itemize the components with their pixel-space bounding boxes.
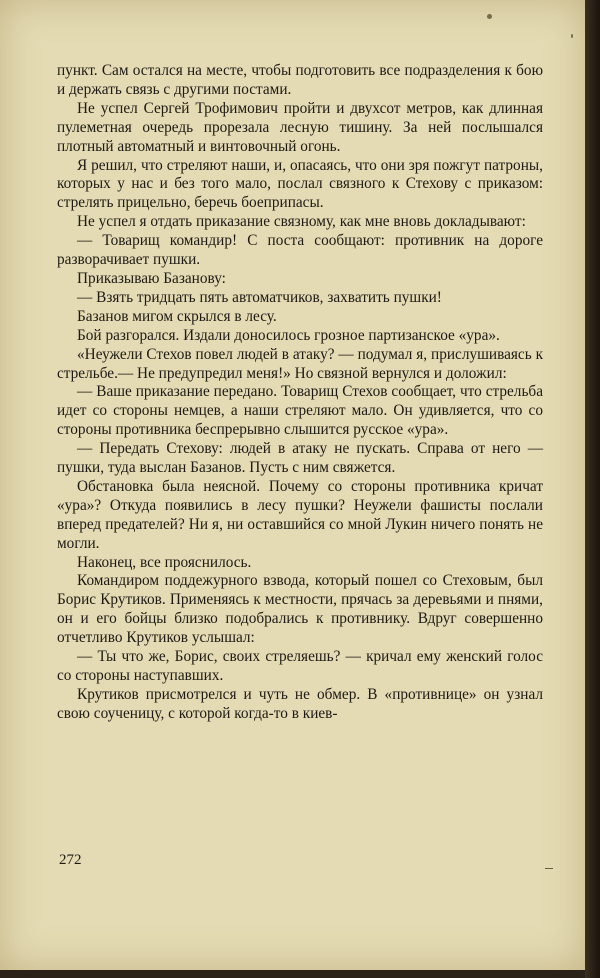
paragraph: — Взять тридцать пять автоматчиков, захватить пушки! (77, 288, 442, 306)
paragraph: Командиром поддежурного взвода, который пошел со Стеховым, был Борис Крутиков. Применяясь к местности, прячась за деревьями и пнями, он и его бойцы близко подобрались к противнику. Вдруг совершенно отчетливо Крутиков услышал: (57, 572, 543, 647)
paragraph: «Неужели Стехов повел людей в атаку? — подумал я, прислушиваясь к стрельбе.— Не предупредил меня!» Но связной вернулся и доложил: (57, 345, 543, 382)
paragraph: Я решил, что стреляют наши, и, опасаясь, что они зря пожгут патроны, которых у нас и без того мало, послал связного к Стехову с приказом: стрелять прицельно, беречь боеприпасы. (57, 156, 543, 212)
ink-speck (571, 34, 573, 38)
paragraph: Бой разгорался. Издали доносилось грозное партизанское «ура». (77, 326, 500, 344)
paragraph: Не успел Сергей Трофимович пройти и двухсот метров, как длинная пулеметная очередь прорезала лесную тишину. За ней послышался плотный автоматный и винтовочный огонь. (57, 99, 543, 155)
paragraph: пункт. Сам остался на месте, чтобы подготовить все подразделения к бою и держать связь с другими постами. (57, 62, 543, 98)
paragraph: Не успел я отдать приказание связному, как мне вновь докладывают: (77, 213, 526, 231)
paragraph: Приказываю Базанову: (77, 269, 226, 287)
paragraph: Крутиков присмотрелся и чуть не обмер. В «противнице» он узнал свою соученицу, с которой когда-то в киев- (57, 685, 543, 722)
paragraph: — Ты что же, Борис, своих стреляешь? — кричал ему женский голос со стороны наступавших. (57, 648, 543, 684)
page-edge (585, 0, 600, 978)
footer-mark (545, 868, 553, 869)
paragraph: — Товарищ командир! С поста сообщают: противник на дороге разворачивает пушки. (57, 232, 543, 269)
page-number: 272 (59, 852, 82, 868)
body-text (57, 62, 543, 724)
paragraph: Базанов мигом скрылся в лесу. (77, 307, 277, 325)
paragraph: Наконец, все прояснилось. (77, 553, 252, 571)
paragraph: Обстановка была неясной. Почему со стороны противника кричат «ура»? Откуда появились в лесу пушки? Неужели фашисты послали вперед предателей? Ни я, ни оставшийся со мной Лукин ничего понять не могли. (57, 477, 543, 552)
paragraph: — Передать Стехову: людей в атаку не пускать. Справа от него — пушки, туда выслан Базанов. Пусть с ним свяжется. (57, 440, 543, 477)
ink-speck (487, 14, 492, 19)
paragraph: — Ваше приказание передано. Товарищ Стехов сообщает, что стрельба идет со стороны немцев, а наши стреляют мало. Он удивляется, что со стороны противника беспрерывно слышится русское «ура». (57, 383, 543, 439)
